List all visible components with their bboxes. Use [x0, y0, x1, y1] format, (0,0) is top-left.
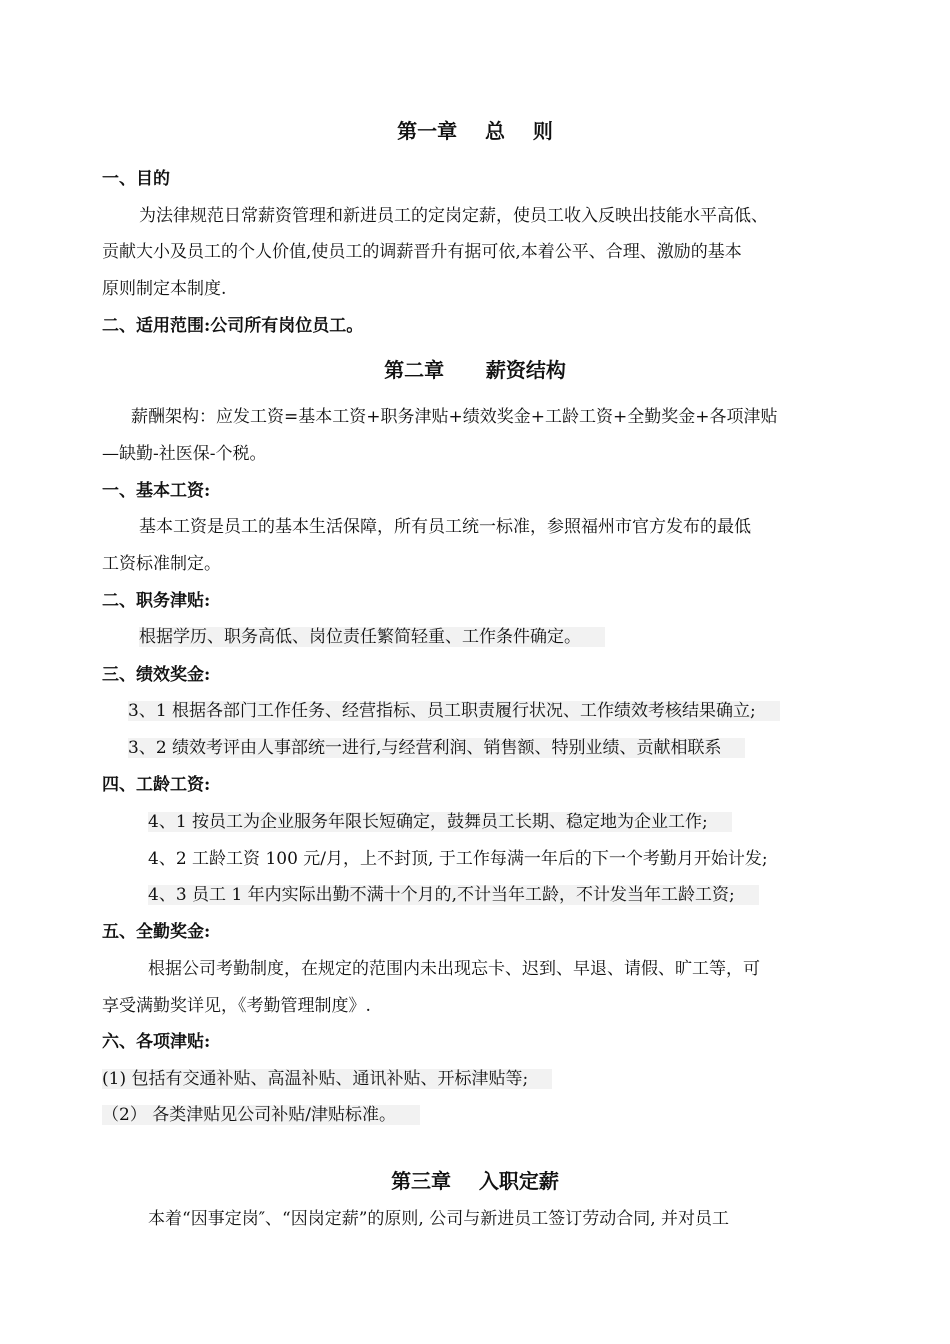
- position-allowance-heading: 二、职务津贴:: [102, 591, 211, 611]
- seniority-pay-item-1: 4、1 按员工为企业服务年限长短确定，鼓舞员工长期、稳定地为企业工作;: [148, 811, 732, 833]
- chapter-3-title: 第三章 入职定薪: [391, 1169, 559, 1193]
- purpose-paragraph-line-1: 为法律规范日常薪资管理和新进员工的定岗定薪，使员工收入反映出技能水平高低、: [139, 206, 768, 226]
- allowances-item-1: (1) 包括有交通补贴、高温补贴、通讯补贴、开标津贴等;: [102, 1068, 552, 1090]
- section-scope-heading: 二、适用范围:公司所有岗位员工。: [102, 316, 364, 336]
- base-salary-heading: 一、基本工资:: [102, 481, 211, 501]
- attendance-bonus-heading: 五、全勤奖金:: [102, 922, 211, 942]
- seniority-pay-item-3: 4、3 员工 1 年内实际出勤不满十个月的,不计当年工龄，不计发当年工龄工资;: [148, 884, 759, 906]
- attendance-bonus-line-1: 根据公司考勤制度，在规定的范围内未出现忘卡、迟到、早退、请假、旷工等，可: [148, 959, 760, 979]
- chapter-1-title: 第一章 总 则: [397, 119, 553, 143]
- section-purpose-heading: 一、目的: [102, 169, 170, 189]
- performance-bonus-item-1: 3、1 根据各部门工作任务、经营指标、员工职责履行状况、工作绩效考核结果确立;: [128, 700, 780, 722]
- attendance-bonus-line-2: 享受满勤奖详见，《考勤管理制度》.: [102, 996, 371, 1016]
- onboarding-salary-line-1: 本着“因事定岗″、“因岗定薪”的原则, 公司与新进员工签订劳动合同, 并对员工: [148, 1209, 730, 1229]
- salary-structure-line-2: —缺勤-社医保-个税。: [102, 444, 267, 464]
- chapter-2-title: 第二章 薪资结构: [384, 358, 566, 382]
- salary-structure-line-1: 薪酬架构：应发工资=基本工资+职务津贴+绩效奖金+工龄工资+全勤奖金+各项津贴: [131, 407, 778, 427]
- performance-bonus-heading: 三、绩效奖金:: [102, 665, 211, 685]
- seniority-pay-heading: 四、工龄工资:: [102, 775, 211, 795]
- position-allowance-text: 根据学历、职务高低、岗位责任繁简轻重、工作条件确定。: [139, 626, 605, 648]
- seniority-pay-item-2: 4、2 工龄工资 100 元/月，上不封顶, 于工作每满一年后的下一个考勤月开始计发;: [148, 849, 768, 869]
- base-salary-line-2: 工资标准制定。: [102, 554, 221, 574]
- performance-bonus-item-2: 3、2 绩效考评由人事部统一进行,与经营利润、销售额、特别业绩、贡献相联系: [128, 737, 745, 759]
- allowances-item-2: （2） 各类津贴见公司补贴/津贴标准。: [102, 1104, 420, 1126]
- allowances-heading: 六、各项津贴:: [102, 1032, 211, 1052]
- purpose-paragraph-line-3: 原则制定本制度.: [102, 279, 227, 299]
- base-salary-line-1: 基本工资是员工的基本生活保障，所有员工统一标准，参照福州市官方发布的最低: [139, 517, 751, 537]
- purpose-paragraph-line-2: 贡献大小及员工的个人价值,使员工的调薪晋升有据可依,本着公平、合理、激励的基本: [102, 242, 742, 262]
